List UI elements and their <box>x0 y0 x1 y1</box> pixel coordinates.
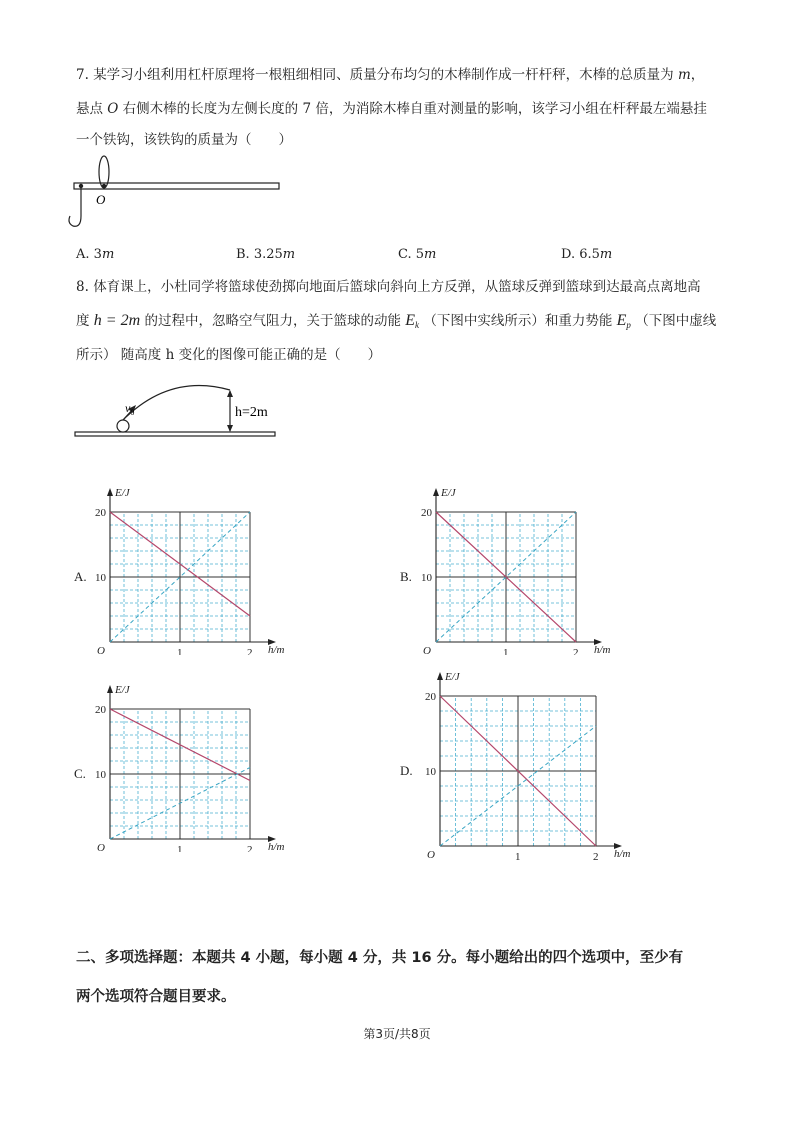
origin-label: O <box>97 842 105 852</box>
pivot-label: O <box>96 192 106 207</box>
q7-text-1: 某学习小组利用杠杆原理将一根粗细相同、质量分布均匀的木棒制作成一杆杆秤，木棒的总质量为 <box>93 67 674 83</box>
q8-text-3: 所示） 随高度 h 变化的图像可能正确的是（ ） <box>76 347 382 363</box>
section-2-heading-line-1: 二、多项选择题：本题共 4 小题，每小题 4 分，共 16 分。每小题给出的四个选项中，至少有 <box>76 950 684 966</box>
x-tick-label: 1 <box>177 844 183 852</box>
q7-line-2 <box>76 100 707 118</box>
v0-sub: 0 <box>130 408 135 417</box>
q8-text-2a: 度 <box>76 313 90 329</box>
y-tick-label: 10 <box>425 766 436 778</box>
x-tick-label: 2 <box>247 647 253 655</box>
option-label: D. <box>400 763 413 778</box>
q8-ek: E <box>405 312 416 329</box>
energy-graph-svg <box>396 670 636 860</box>
q8-text-2c: （下图中实线所示）和重力势能 <box>423 313 613 329</box>
v0-label <box>125 401 134 417</box>
q7-option-d-var: m <box>599 247 613 262</box>
y-axis-label: E/J <box>445 671 460 683</box>
q8-line-1 <box>76 278 701 296</box>
trajectory-curve <box>123 385 230 420</box>
q7-option-d[interactable] <box>561 247 612 262</box>
q8-ep-sub: p <box>626 320 631 330</box>
q7-option-c-var: m <box>424 247 437 262</box>
q7-option-c-label: C. 5 <box>398 247 425 262</box>
q7-option-a-label: A. 3 <box>76 247 102 262</box>
q7-comma: ， <box>690 67 705 83</box>
y-axis-label: E/J <box>441 487 456 499</box>
origin-label: O <box>423 645 431 655</box>
y-axis-arrow <box>433 488 439 496</box>
iron-hook <box>69 186 81 226</box>
y-axis-label: E/J <box>115 684 130 696</box>
q7-pivot-var: O <box>107 101 119 117</box>
graph-option-d[interactable] <box>396 670 636 860</box>
graph-option-a[interactable] <box>70 480 290 655</box>
y-tick-label: 20 <box>95 704 106 716</box>
q7-option-c[interactable] <box>398 247 436 262</box>
steelyard-figure <box>66 150 286 240</box>
option-label: C. <box>74 766 86 781</box>
y-tick-label: 10 <box>95 572 106 584</box>
page-footer: 第3页/共8页 <box>363 1027 431 1041</box>
q7-text-2b: 右侧木棒的长度为左侧长度的 7 倍，为消除木棒自重对测量的影响，该学习小组在杆秤最左端悬挂 <box>122 101 707 117</box>
y-tick-label: 20 <box>95 507 106 519</box>
option-label: B. <box>400 569 412 584</box>
q7-option-d-label: D. 6.5 <box>561 247 600 262</box>
energy-graph-svg <box>396 480 616 655</box>
y-axis-label: E/J <box>115 487 130 499</box>
basketball-figure <box>70 378 290 448</box>
energy-graph-svg <box>70 480 290 655</box>
height-arrow-bottom <box>227 425 233 432</box>
q8-line-3 <box>76 346 381 364</box>
height-label: h=2m <box>235 405 268 420</box>
q7-option-b-label: B. 3.25 <box>236 247 283 262</box>
x-axis-label: h/m <box>268 841 285 852</box>
option-label: A. <box>74 569 87 584</box>
q7-text-3: 一个铁钩，该铁钩的质量为（ ） <box>76 132 292 148</box>
q7-line-3 <box>76 131 292 149</box>
graph-option-c[interactable] <box>70 677 290 852</box>
ground <box>75 432 275 436</box>
q8-ep: E <box>616 312 627 329</box>
q8-ek-symbol <box>405 312 419 329</box>
x-axis-label: h/m <box>594 644 611 655</box>
q8-number: 8. <box>76 279 89 295</box>
y-tick-label: 10 <box>95 769 106 781</box>
origin-label: O <box>97 645 105 655</box>
energy-graph-svg <box>70 677 290 852</box>
q7-option-a[interactable] <box>76 247 114 262</box>
x-tick-label: 1 <box>515 851 521 860</box>
q8-text-2d: （下图中虚线 <box>635 313 717 329</box>
x-tick-label: 1 <box>177 647 183 655</box>
y-tick-label: 10 <box>421 572 432 584</box>
y-axis-arrow <box>107 488 113 496</box>
q8-height-eq: h = 2m <box>93 312 141 329</box>
height-arrow-top <box>227 390 233 397</box>
q7-option-b-var: m <box>282 247 296 262</box>
q7-mass-var: m <box>677 67 691 83</box>
x-axis-label: h/m <box>614 848 631 860</box>
q8-text-1: 体育课上，小杜同学将篮球使劲掷向地面后篮球向斜向上方反弹，从篮球反弹到篮球到达最高点离地高 <box>93 279 701 295</box>
section-2-heading-line-2: 两个选项符合题目要求。 <box>76 989 236 1005</box>
y-axis-arrow <box>107 685 113 693</box>
v0-var: v <box>125 401 131 415</box>
q7-option-b[interactable] <box>236 247 295 262</box>
q7-number: 7. <box>76 67 89 83</box>
y-tick-label: 20 <box>425 691 436 703</box>
y-axis-arrow <box>437 672 443 680</box>
q8-ek-sub: k <box>415 320 420 330</box>
q8-text-2b: 的过程中，忽略空气阻力，关于篮球的动能 <box>144 313 401 329</box>
x-axis-label: h/m <box>268 644 285 655</box>
q7-option-a-var: m <box>101 247 115 262</box>
q7-line-1 <box>76 66 704 84</box>
x-tick-label: 1 <box>503 647 509 655</box>
origin-label: O <box>427 849 435 860</box>
q8-ep-symbol <box>617 312 631 329</box>
x-tick-label: 2 <box>573 647 579 655</box>
x-tick-label: 2 <box>593 851 599 860</box>
q7-text-2a: 悬点 <box>76 101 103 117</box>
q8-line-2 <box>76 312 716 334</box>
x-tick-label: 2 <box>247 844 253 852</box>
pivot-point <box>102 184 106 188</box>
y-tick-label: 20 <box>421 507 432 519</box>
graph-option-b[interactable] <box>396 480 616 655</box>
basketball <box>117 420 129 432</box>
